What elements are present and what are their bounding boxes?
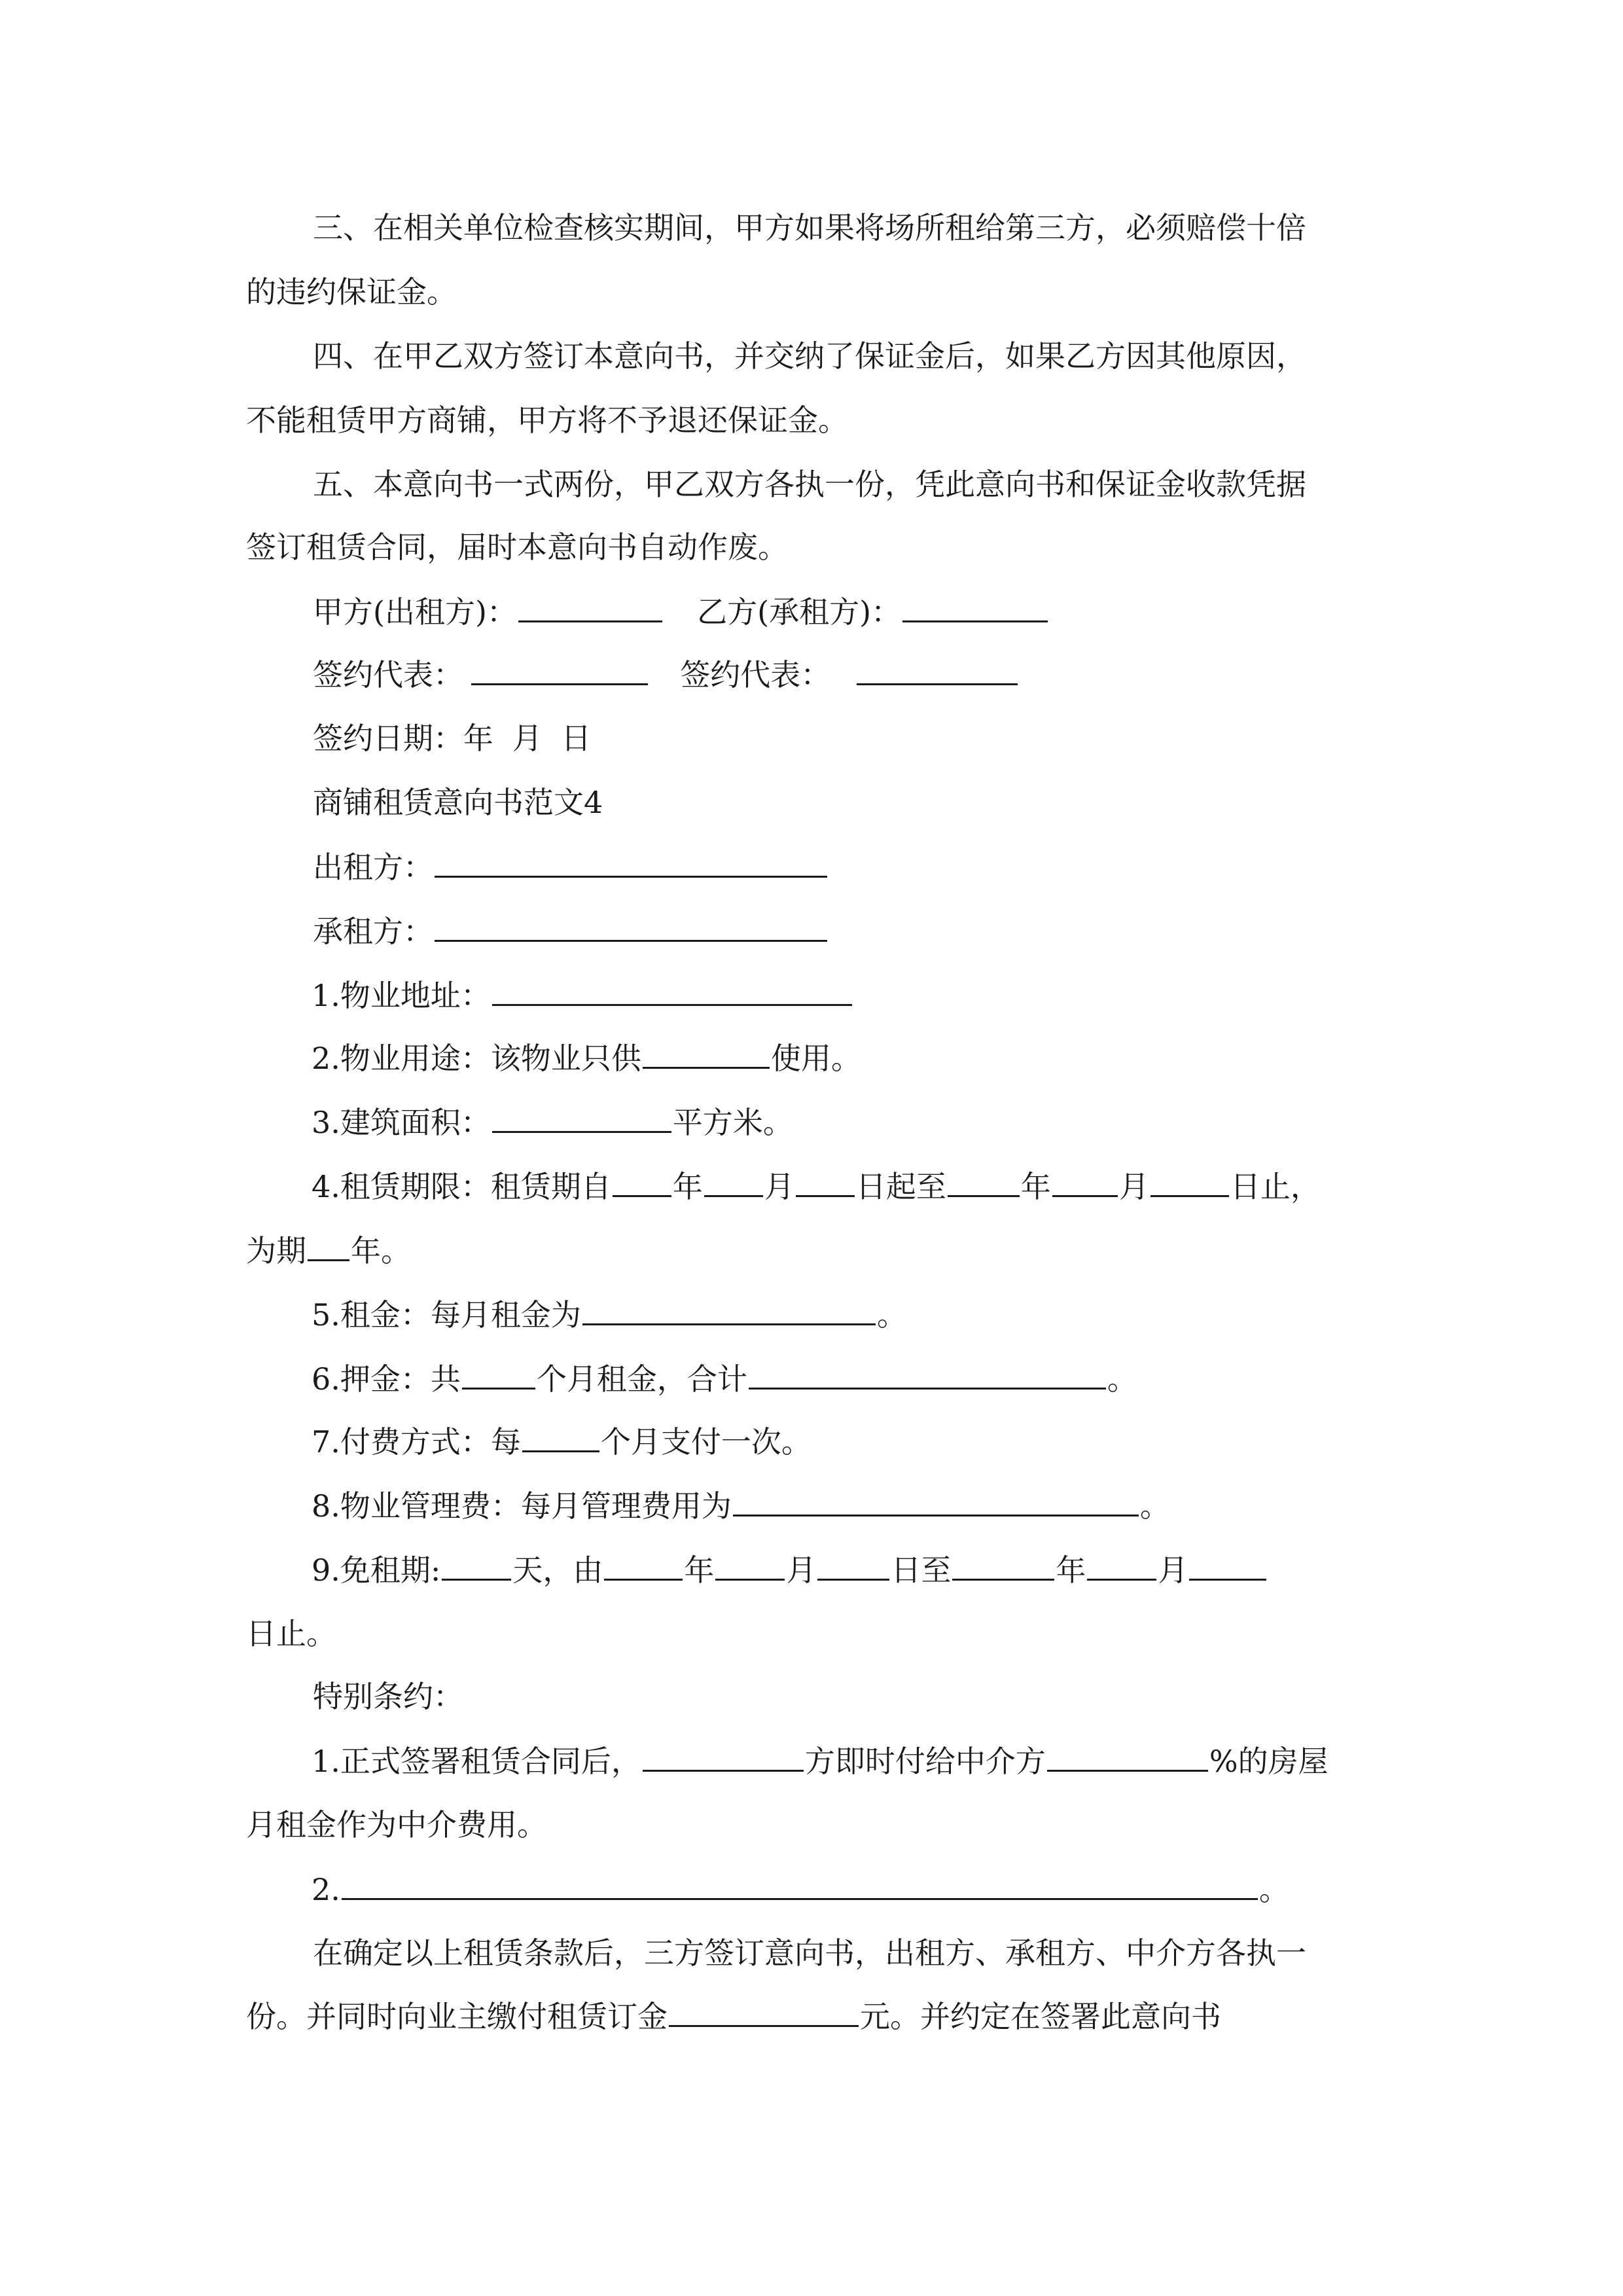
rent-free-to-label: 日至 bbox=[891, 1552, 952, 1588]
rent-free-end-year-label: 年 bbox=[1056, 1552, 1086, 1588]
rent-free-end-year-blank[interactable] bbox=[952, 1550, 1054, 1581]
party-a-blank[interactable] bbox=[518, 592, 662, 622]
closing-deposit-suffix: 元。并约定在签署此意向书 bbox=[860, 1999, 1221, 2034]
rent-label: 5.租金：每月租金为 bbox=[312, 1297, 581, 1333]
paragraph-4-text-cont: 不能租赁甲方商铺，甲方将不予退还保证金。 bbox=[246, 403, 848, 438]
special-item-1-middle: 方即时付给中介方 bbox=[804, 1744, 1046, 1779]
deposit-suffix: 。 bbox=[1107, 1361, 1137, 1397]
paragraph-5-line-2 bbox=[246, 528, 788, 567]
special-item-2-blank[interactable] bbox=[342, 1869, 1258, 1900]
rent-free-days-blank[interactable] bbox=[442, 1550, 511, 1581]
paragraph-3-text-cont: 的违约保证金。 bbox=[246, 274, 457, 310]
rep-b-label: 签约代表： bbox=[680, 657, 831, 692]
closing-line-1 bbox=[313, 1933, 1306, 1973]
rent-free-start-year-blank[interactable] bbox=[604, 1550, 683, 1581]
party-b-label: 乙方(承租方)： bbox=[697, 594, 902, 630]
payment-row bbox=[312, 1422, 812, 1462]
term-start-day-blank[interactable] bbox=[796, 1166, 855, 1197]
use-label: 2.物业用途：该物业只供 bbox=[312, 1041, 641, 1076]
paragraph-4-line-2 bbox=[246, 401, 848, 440]
special-item-1-label: 1.正式签署租赁合同后， bbox=[312, 1744, 641, 1779]
rent-free-label: 9.免租期 bbox=[312, 1552, 431, 1588]
rep-a-blank[interactable] bbox=[471, 655, 648, 685]
special-item-2 bbox=[312, 1869, 1289, 1909]
paragraph-3-text: 三、在相关单位检查核实期间，甲方如果将场所租给第三方，必须赔偿十倍 bbox=[313, 210, 1306, 245]
rent-free-start-year-label: 年 bbox=[684, 1552, 715, 1588]
term-end-month-label: 月 bbox=[1118, 1169, 1149, 1204]
paragraph-3-line-1 bbox=[313, 208, 1376, 247]
closing-text: 在确定以上租赁条款后，三方签订意向书，出租方、承租方、中介方各执一 bbox=[313, 1935, 1306, 1971]
use-suffix: 使用。 bbox=[770, 1041, 861, 1076]
sign-date-day: 日 bbox=[561, 721, 592, 756]
lessor-label: 出租方： bbox=[313, 850, 433, 885]
deposit-total-label: 个月租金，合计 bbox=[536, 1361, 747, 1397]
sign-date-label: 签约日期： bbox=[313, 721, 463, 756]
rent-suffix: 。 bbox=[876, 1297, 907, 1333]
term-duration-blank[interactable] bbox=[308, 1230, 349, 1261]
address-row bbox=[312, 975, 853, 1015]
party-signature-row bbox=[313, 592, 1049, 632]
rent-blank[interactable] bbox=[582, 1295, 876, 1325]
term-duration-suffix: 年。 bbox=[351, 1233, 411, 1268]
rent-free-end-month-label: 月 bbox=[1158, 1552, 1188, 1588]
special-item-2-label: 2. bbox=[312, 1872, 340, 1907]
term-end-day-blank[interactable] bbox=[1150, 1166, 1229, 1197]
party-b-blank[interactable] bbox=[902, 592, 1048, 622]
special-terms-title bbox=[313, 1677, 463, 1716]
lessee-row bbox=[313, 911, 829, 951]
paragraph-5-text: 五、本意向书一式两份，甲乙双方各执一份，凭此意向书和保证金收款凭据 bbox=[313, 467, 1306, 502]
term-end-month-blank[interactable] bbox=[1052, 1166, 1118, 1197]
term-row-2 bbox=[246, 1230, 411, 1270]
payment-blank[interactable] bbox=[522, 1422, 599, 1452]
special-item-1-party-blank[interactable] bbox=[643, 1741, 804, 1772]
term-end-year-label: 年 bbox=[1020, 1169, 1051, 1204]
management-fee-blank[interactable] bbox=[733, 1486, 1139, 1516]
paragraph-5-line-1 bbox=[313, 465, 1376, 504]
paragraph-5-text-cont: 签订租赁合同，届时本意向书自动作废。 bbox=[246, 529, 788, 565]
representative-row bbox=[313, 655, 1019, 694]
management-fee-suffix: 。 bbox=[1139, 1488, 1170, 1524]
management-fee-row bbox=[312, 1486, 1170, 1526]
lessor-row bbox=[313, 847, 829, 887]
closing-line-2 bbox=[246, 1996, 1221, 2036]
term-end-year-blank[interactable] bbox=[948, 1166, 1020, 1197]
rent-row bbox=[312, 1295, 907, 1335]
payment-label: 7.付费方式：每 bbox=[312, 1424, 521, 1460]
paragraph-3-line-2 bbox=[246, 272, 457, 312]
sign-date-row bbox=[313, 719, 591, 758]
term-start-month-blank[interactable] bbox=[704, 1166, 763, 1197]
rent-free-start-month-blank[interactable] bbox=[715, 1550, 785, 1581]
rent-free-start-month-label: 月 bbox=[786, 1552, 817, 1588]
section-title-text: 商铺租赁意向书范文4 bbox=[313, 785, 603, 820]
rep-b-blank[interactable] bbox=[857, 655, 1018, 685]
deposit-label: 6.押金：共 bbox=[312, 1361, 461, 1397]
use-row bbox=[312, 1038, 861, 1078]
rent-free-days-label: 天，由 bbox=[512, 1552, 603, 1588]
party-a-label: 甲方(出租方)： bbox=[313, 594, 517, 630]
rent-free-start-day-blank[interactable] bbox=[817, 1550, 889, 1581]
special-terms-title-text: 特别条约： bbox=[313, 1679, 463, 1714]
term-label: 4.租赁期限：租赁期自 bbox=[312, 1169, 611, 1204]
special-item-1-continuation: 月租金作为中介费用。 bbox=[246, 1807, 547, 1842]
rent-free-end-month-blank[interactable] bbox=[1087, 1550, 1156, 1581]
deposit-months-blank[interactable] bbox=[462, 1359, 535, 1390]
use-blank[interactable] bbox=[643, 1038, 770, 1069]
management-fee-label: 8.物业管理费：每月管理费用为 bbox=[312, 1488, 732, 1524]
term-from-label: 日起至 bbox=[855, 1169, 946, 1204]
special-item-2-suffix: 。 bbox=[1258, 1872, 1289, 1907]
lessor-blank[interactable] bbox=[435, 847, 827, 878]
address-label: 1.物业地址： bbox=[312, 978, 491, 1013]
special-item-1-suffix: %的房屋 bbox=[1209, 1744, 1329, 1779]
special-item-1-percent-blank[interactable] bbox=[1047, 1741, 1208, 1772]
sign-date-year: 年 bbox=[463, 721, 493, 756]
payment-suffix: 个月支付一次。 bbox=[600, 1424, 812, 1460]
closing-deposit-label: 份。并同时向业主缴付租赁订金 bbox=[246, 1999, 668, 2034]
term-start-year-label: 年 bbox=[672, 1169, 703, 1204]
closing-deposit-blank[interactable] bbox=[669, 1996, 859, 2027]
special-item-1 bbox=[312, 1741, 1329, 1781]
term-duration-label: 为期 bbox=[246, 1233, 306, 1268]
sign-date-month: 月 bbox=[512, 721, 543, 756]
paragraph-4-line-1 bbox=[313, 336, 1386, 376]
term-row bbox=[312, 1166, 1321, 1206]
address-blank[interactable] bbox=[492, 975, 852, 1006]
rep-a-label: 签约代表： bbox=[313, 657, 463, 692]
area-label: 3.建筑面积： bbox=[312, 1105, 491, 1140]
term-start-month-label: 月 bbox=[764, 1169, 794, 1204]
lessee-blank[interactable] bbox=[435, 911, 827, 942]
term-until-label: 日止， bbox=[1230, 1169, 1321, 1204]
term-start-year-blank[interactable] bbox=[613, 1166, 671, 1197]
rent-free-row bbox=[312, 1550, 1268, 1590]
rent-free-row-2 bbox=[246, 1614, 336, 1653]
special-item-1-line-2 bbox=[246, 1805, 547, 1844]
area-row bbox=[312, 1102, 793, 1142]
deposit-row bbox=[312, 1359, 1137, 1399]
paragraph-4-text: 四、在甲乙双方签订本意向书，并交纳了保证金后，如果乙方因其他原因， bbox=[313, 338, 1306, 374]
rent-free-end-day-blank[interactable] bbox=[1189, 1550, 1266, 1581]
lessee-label: 承租方： bbox=[313, 914, 433, 949]
area-suffix: 平方米。 bbox=[672, 1105, 793, 1140]
rent-free-end-label: 日止。 bbox=[246, 1616, 336, 1651]
section-title bbox=[313, 783, 603, 822]
rent-free-colon: : bbox=[430, 1552, 441, 1588]
area-blank[interactable] bbox=[492, 1102, 671, 1133]
deposit-total-blank[interactable] bbox=[749, 1359, 1106, 1390]
